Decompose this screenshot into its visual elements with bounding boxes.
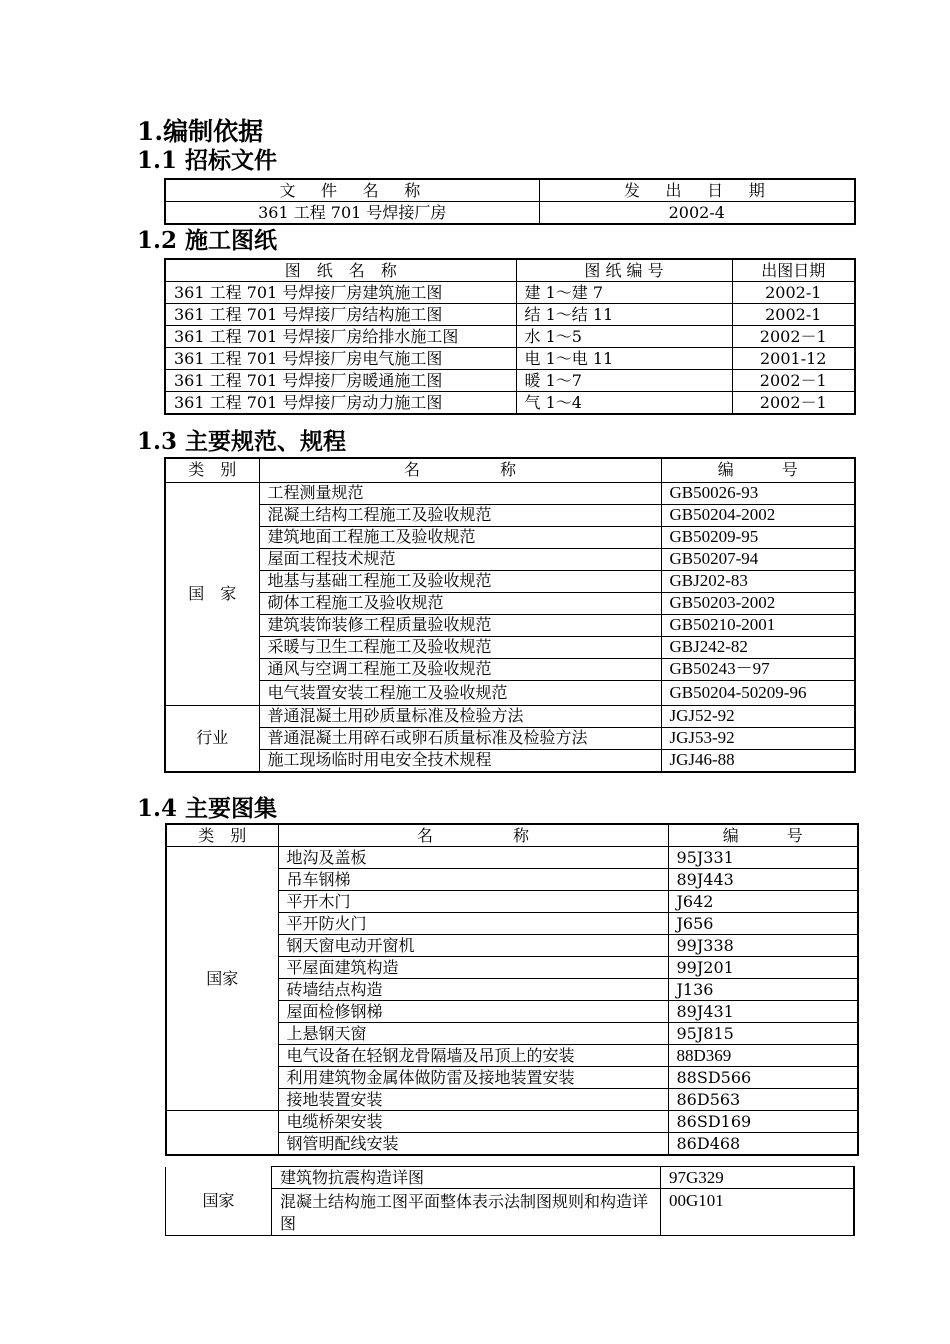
table-cell: 88D369 [668, 1045, 858, 1067]
table-cell: GB50204-50209-96 [661, 680, 855, 705]
table-cell: 屋面工程技术规范 [259, 548, 661, 570]
table-cell: 2002-1 [732, 304, 855, 326]
table-cell: 2002－1 [732, 392, 855, 415]
table-cell: 地沟及盖板 [278, 847, 668, 869]
table-cell: 上悬钢天窗 [278, 1023, 668, 1045]
table-cell: J136 [668, 979, 858, 1001]
table-cell: 钢管明配线安装 [278, 1133, 668, 1156]
table-cell: 普通混凝土用碎石或卵石质量标准及检验方法 [259, 727, 661, 749]
table-cell: 电气设备在轻钢龙骨隔墙及吊顶上的安装 [278, 1045, 668, 1067]
table-cell: 建筑装饰装修工程质量验收规范 [259, 614, 661, 636]
table-cell: 吊车钢梯 [278, 869, 668, 891]
section-heading-codes: 1.3 主要规范、规程 [137, 428, 347, 455]
table-cell: 平开木门 [278, 891, 668, 913]
table-cell: 暖 1～7 [516, 370, 732, 392]
table-cell: 气 1～4 [516, 392, 732, 415]
table-cell: 99J338 [668, 935, 858, 957]
table-cell: 88SD566 [668, 1067, 858, 1089]
table-cell: 361 工程 701 号焊接厂房结构施工图 [165, 304, 516, 326]
codes-table [164, 457, 856, 773]
table-cell: GB50210-2001 [661, 614, 855, 636]
table-cell: 地基与基础工程施工及验收规范 [259, 570, 661, 592]
table-cell: JGJ53-92 [661, 727, 855, 749]
table-cell: GBJ242-82 [661, 636, 855, 658]
table-header: 图 纸 名 称 [165, 259, 516, 282]
table-cell: JGJ46-88 [661, 749, 855, 772]
table-cell: J656 [668, 913, 858, 935]
section-heading-bid-docs: 1.1 招标文件 [137, 147, 278, 174]
table-cell: GB50207-94 [661, 548, 855, 570]
table-cell: J642 [668, 891, 858, 913]
atlas-table [165, 823, 859, 1156]
table-cell: 混凝土结构工程施工及验收规范 [259, 504, 661, 526]
table-cell: GB50209-95 [661, 526, 855, 548]
table-header: 图 纸 编 号 [516, 259, 732, 282]
category-cell: 国 家 [165, 482, 259, 705]
table-cell: 361 工程 701 号焊接厂房动力施工图 [165, 392, 516, 415]
table-header: 文 件 名 称 [165, 179, 539, 202]
table-cell: 结 1～结 11 [516, 304, 732, 326]
table-cell: 电 1～电 11 [516, 348, 732, 370]
table-header: 类 别 [165, 458, 259, 482]
section-heading-drawings: 1.2 施工图纸 [137, 227, 278, 254]
table-cell: 工程测量规范 [259, 482, 661, 504]
category-cell: 国家 [166, 1167, 272, 1236]
table-cell: 00G101 [661, 1189, 854, 1236]
table-cell: 施工现场临时用电安全技术规程 [259, 749, 661, 772]
table-cell: 混凝土结构施工图平面整体表示法制图规则和构造详图 [272, 1189, 661, 1236]
table-cell: 2002－1 [732, 370, 855, 392]
table-header: 类 别 [166, 824, 278, 847]
table-cell: 361 工程 701 号焊接厂房给排水施工图 [165, 326, 516, 348]
table-header: 编 号 [668, 824, 858, 847]
table-header: 名 称 [259, 458, 661, 482]
table-cell: 2001-12 [732, 348, 855, 370]
table-cell: 95J815 [668, 1023, 858, 1045]
bid-docs-table [164, 178, 856, 225]
category-cell-empty [166, 1111, 278, 1156]
table-cell: GB50203-2002 [661, 592, 855, 614]
table-cell: 97G329 [661, 1167, 854, 1189]
table-cell: 2002-1 [732, 282, 855, 304]
table-cell: 砌体工程施工及验收规范 [259, 592, 661, 614]
table-cell: 2002－1 [732, 326, 855, 348]
atlas-table-continued [165, 1166, 855, 1236]
table-cell: GBJ202-83 [661, 570, 855, 592]
table-cell: 电缆桥架安装 [278, 1111, 668, 1133]
table-header: 出图日期 [732, 259, 855, 282]
table-cell: 95J331 [668, 847, 858, 869]
table-cell: 接地装置安装 [278, 1089, 668, 1111]
table-cell: 89J443 [668, 869, 858, 891]
category-cell: 行业 [165, 705, 259, 772]
table-cell: JGJ52-92 [661, 705, 855, 727]
page-title: 1.编制依据 [137, 117, 264, 146]
table-cell: 砖墙结点构造 [278, 979, 668, 1001]
table-cell: 通风与空调工程施工及验收规范 [259, 658, 661, 680]
table-cell: 水 1～5 [516, 326, 732, 348]
table-cell: GB50243－97 [661, 658, 855, 680]
table-cell: 361 工程 701 号焊接厂房电气施工图 [165, 348, 516, 370]
section-heading-atlas: 1.4 主要图集 [137, 795, 278, 822]
table-cell: 89J431 [668, 1001, 858, 1023]
table-header: 发 出 日 期 [539, 179, 855, 202]
table-header: 名 称 [278, 824, 668, 847]
table-cell: 建筑地面工程施工及验收规范 [259, 526, 661, 548]
table-cell: 361 工程 701 号焊接厂房 [165, 202, 539, 225]
table-cell: 361 工程 701 号焊接厂房建筑施工图 [165, 282, 516, 304]
category-cell: 国家 [166, 847, 278, 1111]
table-header: 编 号 [661, 458, 855, 482]
table-cell: 普通混凝土用砂质量标准及检验方法 [259, 705, 661, 727]
table-cell: 平开防火门 [278, 913, 668, 935]
table-cell: 钢天窗电动开窗机 [278, 935, 668, 957]
table-cell: 361 工程 701 号焊接厂房暖通施工图 [165, 370, 516, 392]
table-cell: 86SD169 [668, 1111, 858, 1133]
table-cell: 利用建筑物金属体做防雷及接地装置安装 [278, 1067, 668, 1089]
table-cell: GB50204-2002 [661, 504, 855, 526]
table-cell: 电气装置安装工程施工及验收规范 [259, 680, 661, 705]
table-cell: 86D563 [668, 1089, 858, 1111]
table-cell: 99J201 [668, 957, 858, 979]
table-cell: 2002-4 [539, 202, 855, 225]
table-cell: 屋面检修钢梯 [278, 1001, 668, 1023]
table-cell: GB50026-93 [661, 482, 855, 504]
drawings-table [164, 258, 856, 415]
table-cell: 建筑物抗震构造详图 [272, 1167, 661, 1189]
table-cell: 建 1～建 7 [516, 282, 732, 304]
table-cell: 86D468 [668, 1133, 858, 1156]
table-cell: 平屋面建筑构造 [278, 957, 668, 979]
table-cell: 采暖与卫生工程施工及验收规范 [259, 636, 661, 658]
